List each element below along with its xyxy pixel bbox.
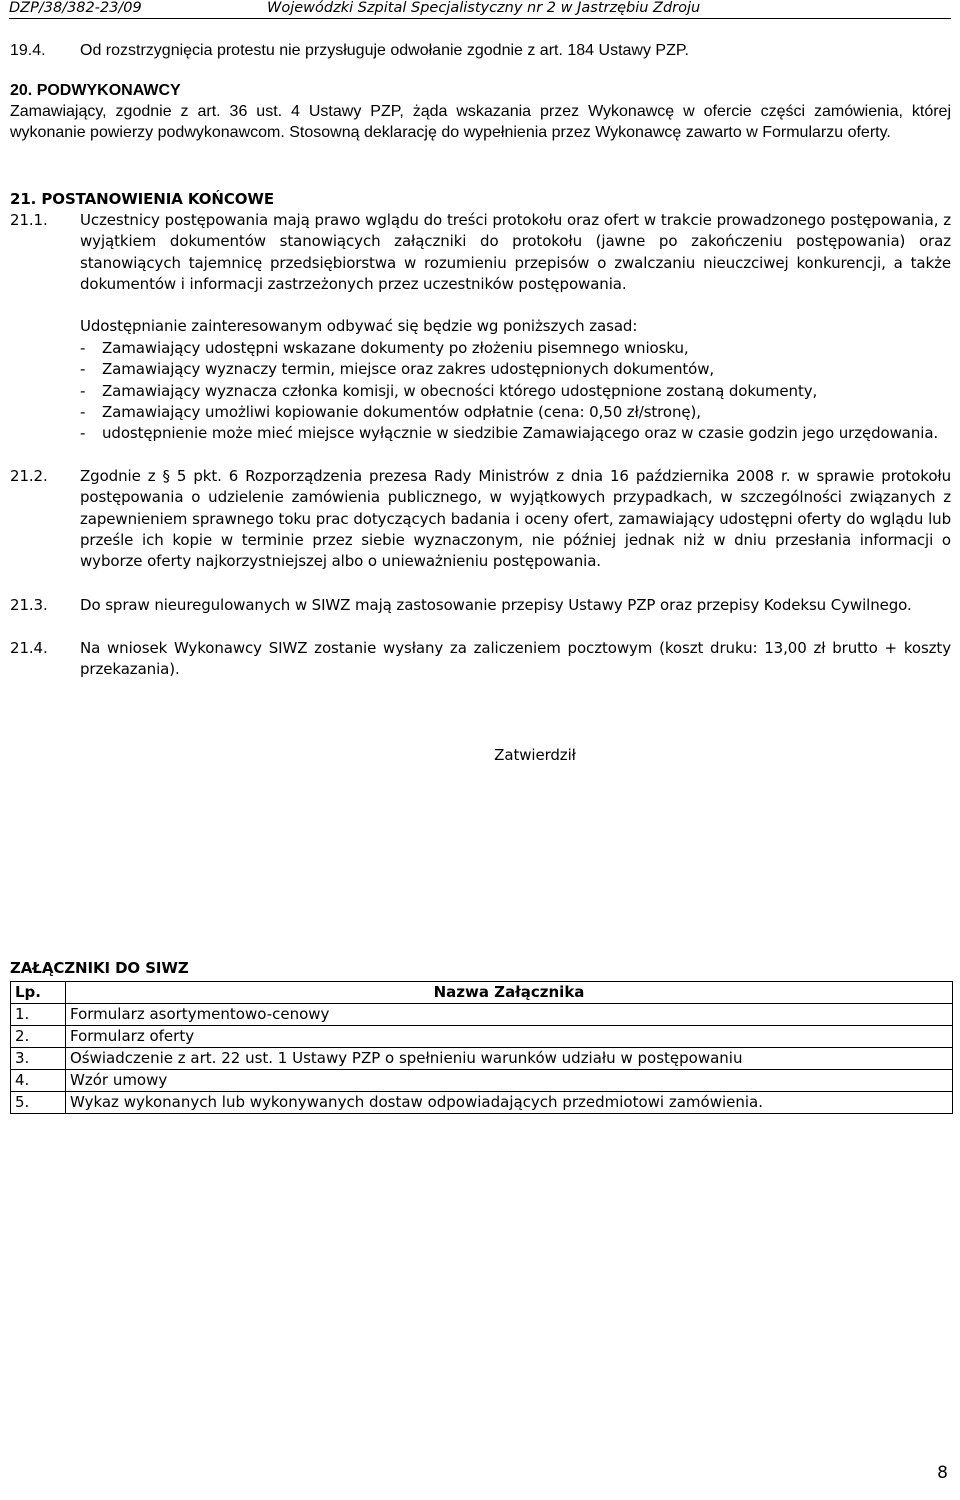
page-number: 8: [937, 1463, 948, 1483]
section-20-heading: 20. PODWYKONAWCY: [10, 82, 181, 99]
list-item: - udostępnienie może mieć miejsce wyłącznie w siedzibie Zamawiającego oraz w czasie godzin jego urzędowania.: [80, 424, 939, 443]
section-21-1-intro: Udostępnianie zainteresowanym odbywać się będzie wg poniższych zasad:: [80, 317, 638, 335]
list-item: - Zamawiający wyznacza członka komisji, w obecności którego udostępnione zostaną dokumenty,: [80, 381, 818, 400]
section-21-1-number: 21.1.: [10, 211, 48, 229]
list-item: - Zamawiający wyznaczy termin, miejsce oraz zakres udostępnionych dokumentów,: [80, 360, 715, 379]
list-item: - Zamawiający umożliwi kopiowanie dokumentów odpłatnie (cena: 0,50 zł/stronę),: [80, 402, 701, 421]
section-text: Od rozstrzygnięcia protestu nie przysługuje odwołanie zgodnie z art. 184 Ustawy PZP.: [80, 42, 689, 59]
table-row: 2. Formularz oferty: [11, 1026, 953, 1048]
table-row: 1. Formularz asortymentowo-cenowy: [11, 1004, 953, 1026]
institution-name: Wojewódzki Szpital Specjalistyczny nr 2 w Jastrzębiu Zdroju: [267, 0, 701, 16]
section-number: 19.4.: [10, 42, 46, 59]
section-21-2-number: 21.2.: [10, 467, 48, 485]
section-19-4: [10, 40, 951, 61]
approval-label: Zatwierdził: [494, 746, 576, 764]
doc-reference: DZP/38/382-23/09: [9, 0, 142, 16]
page-header: [9, 0, 951, 19]
table-row: 5. Wykaz wykonanych lub wykonywanych dostaw odpowiadających przedmiotowi zamówienia.: [11, 1092, 953, 1114]
section-21-1-text: Uczestnicy postępowania mają prawo wglądu do treści protokołu oraz ofert w trakcie prowadzonego postępowania, z wyjątkiem dokumentów stanowiących załączniki do protokołu (jawne po zakończeniu postępowania) oraz stanowiących tajemnicę przedsiębiorstwa w rozumieniu przepisów o zwalczaniu nieuczciwej konkurencji, a także dokumentów i informacji zastrzeżonych przez uczestników postępowania.: [80, 211, 951, 293]
column-header-name: Nazwa Załącznika: [66, 982, 953, 1004]
table-row: 4. Wzór umowy: [11, 1070, 953, 1092]
attachments-table: [10, 981, 953, 1114]
attachments-heading: ZAŁĄCZNIKI DO SIWZ: [10, 959, 189, 977]
section-21-heading: 21. POSTANOWIENIA KOŃCOWE: [10, 190, 274, 208]
section-21-3-text: Do spraw nieuregulowanych w SIWZ mają zastosowanie przepisy Ustawy PZP oraz przepisy Kodeksu Cywilnego.: [80, 596, 912, 614]
section-21-2-text: Zgodnie z § 5 pkt. 6 Rozporządzenia prezesa Rady Ministrów z dnia 16 października 2008 r. w sprawie protokołu postępowania o udzielenie zamówienia publicznego, w wyjątkowych przypadkach, w szczególności związanych z zapewnieniem sprawnego toku prac dotyczących badania i oceny ofert, zamawiający udostępni oferty do wglądu lub prześle ich kopie w terminie przez siebie wyznaczonym, nie później jednak niż w dniu przesłania informacji o wyborze oferty najkorzystniejszej albo o unieważnieniu postępowania.: [80, 467, 951, 571]
column-header-lp: Lp.: [11, 982, 66, 1004]
section-21-4-text: Na wniosek Wykonawcy SIWZ zostanie wysłany za zaliczeniem pocztowym (koszt druku: 13,00 zł brutto + koszty przekazania).: [80, 639, 951, 679]
section-21-4-number: 21.4.: [10, 639, 48, 657]
section-21-3-number: 21.3.: [10, 596, 48, 614]
list-item: - Zamawiający udostępni wskazane dokumenty po złożeniu pisemnego wniosku,: [80, 339, 689, 357]
table-header-row: [11, 982, 953, 1004]
rules-list: [80, 338, 951, 444]
section-20-paragraph: Zamawiający, zgodnie z art. 36 ust. 4 Ustawy PZP, żąda wskazania przez Wykonawcę w ofercie części zamówienia, której wykonanie powierzy podwykonawcom. Stosowną deklarację do wypełnienia przez Wykonawcę zawarto w Formularzu oferty.: [10, 103, 951, 142]
table-row: 3. Oświadczenie z art. 22 ust. 1 Ustawy PZP o spełnieniu warunków udziału w postępowaniu: [11, 1048, 953, 1070]
